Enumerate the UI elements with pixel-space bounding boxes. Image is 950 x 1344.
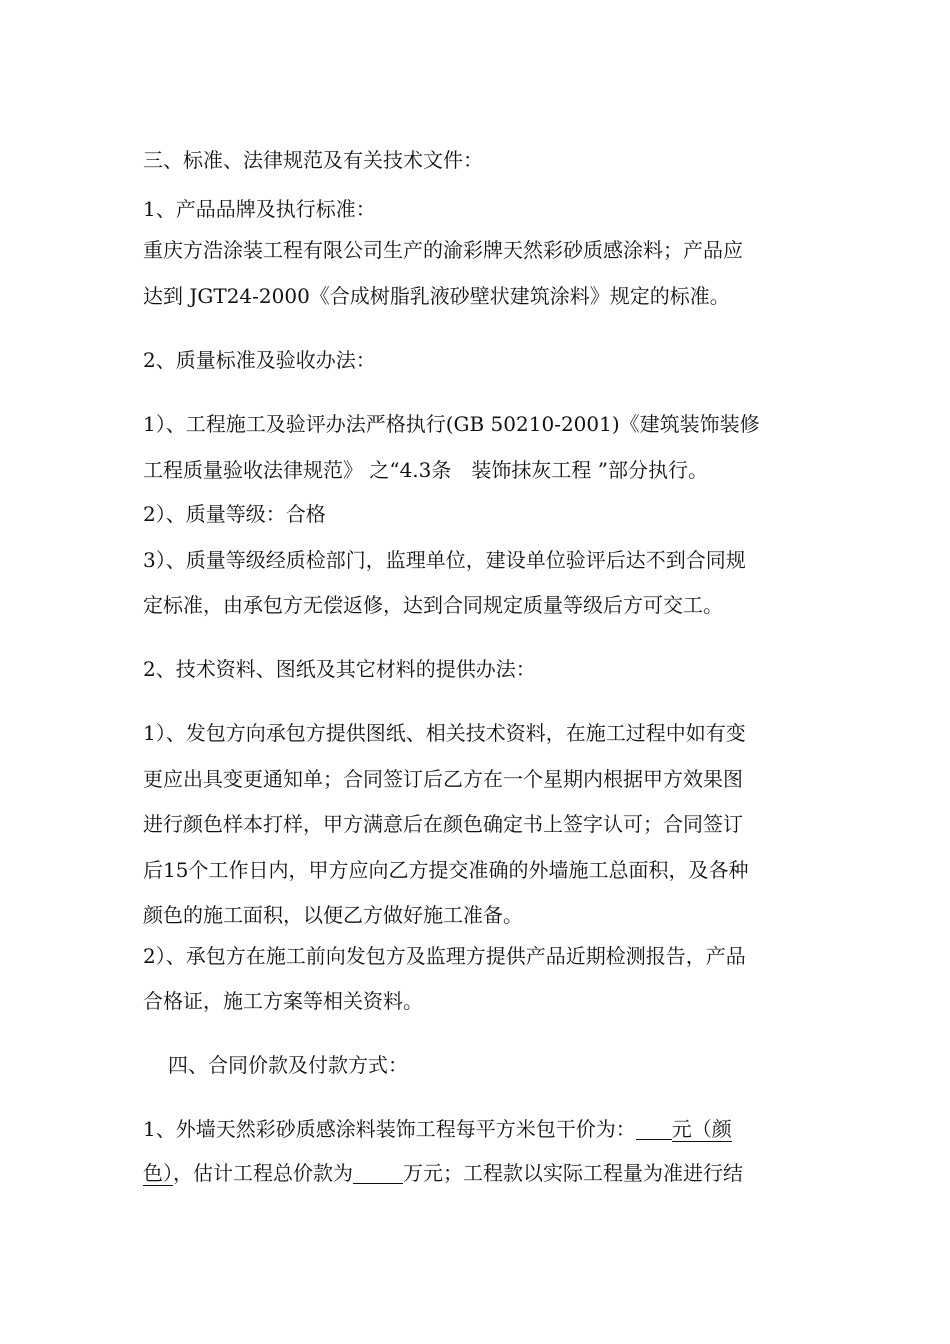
paragraph-line: 2）、质量等级：合格 xyxy=(143,502,326,526)
paragraph-line: 进行颜色样本打样，甲方满意后在颜色确定书上签字认可；合同签订 xyxy=(143,812,743,836)
paragraph-line: 3）、质量等级经质检部门，监理单位，建设单位验评后达不到合同规 xyxy=(143,548,746,572)
item-2-heading: 2、质量标准及验收办法： xyxy=(143,348,376,372)
paragraph-line xyxy=(143,1161,743,1185)
paragraph-line: 1）、发包方向承包方提供图纸、相关技术资料，在施工过程中如有变 xyxy=(143,721,746,745)
clause-text: 色） xyxy=(143,1161,173,1185)
paragraph-line: 达到 JGT24-2000《合成树脂乳液砂壁状建筑涂料》规定的标准。 xyxy=(143,284,730,308)
price-blank xyxy=(636,1119,672,1140)
item-1-heading: 1、产品品牌及执行标准： xyxy=(143,197,376,221)
item-2-tech-heading: 2、技术资料、图纸及其它材料的提供办法： xyxy=(143,657,536,681)
paragraph-line: 2）、承包方在施工前向发包方及监理方提供产品近期检测报告，产品 xyxy=(143,944,746,968)
paragraph-line: 后15个工作日内，甲方应向乙方提交准确的外墙施工总面积，及各种 xyxy=(143,858,749,882)
paragraph-line: 更应出具变更通知单；合同签订后乙方在一个星期内根据甲方效果图 xyxy=(143,767,743,791)
paragraph-line: 定标准，由承包方无偿返修，达到合同规定质量等级后方可交工。 xyxy=(143,593,723,617)
clause-text: 1、外墙天然彩砂质感涂料装饰工程每平方米包干价为： xyxy=(143,1117,636,1141)
clause-text: ，估计工程总价款为 xyxy=(173,1161,353,1185)
paragraph-line: 重庆方浩涂装工程有限公司生产的渝彩牌天然彩砂质感涂料；产品应 xyxy=(143,238,743,262)
paragraph-line: 工程质量验收法律规范》 之“4.3条 装饰抹灰工程 ”部分执行。 xyxy=(143,458,708,482)
paragraph-line: 1）、工程施工及验评办法严格执行(GB 50210-2001)《建筑装饰装修 xyxy=(143,412,760,436)
clause-text: 万元；工程款以实际工程量为准进行结 xyxy=(403,1161,743,1185)
total-blank xyxy=(353,1163,403,1184)
clause-text: 元（颜 xyxy=(671,1117,732,1141)
section-4-heading: 四、合同价款及付款方式： xyxy=(168,1053,408,1077)
paragraph-line xyxy=(143,1117,732,1141)
paragraph-line: 颜色的施工面积，以便乙方做好施工准备。 xyxy=(143,903,523,927)
section-3-heading: 三、标准、法律规范及有关技术文件： xyxy=(143,148,483,172)
paragraph-line: 合格证，施工方案等相关资料。 xyxy=(143,989,423,1013)
